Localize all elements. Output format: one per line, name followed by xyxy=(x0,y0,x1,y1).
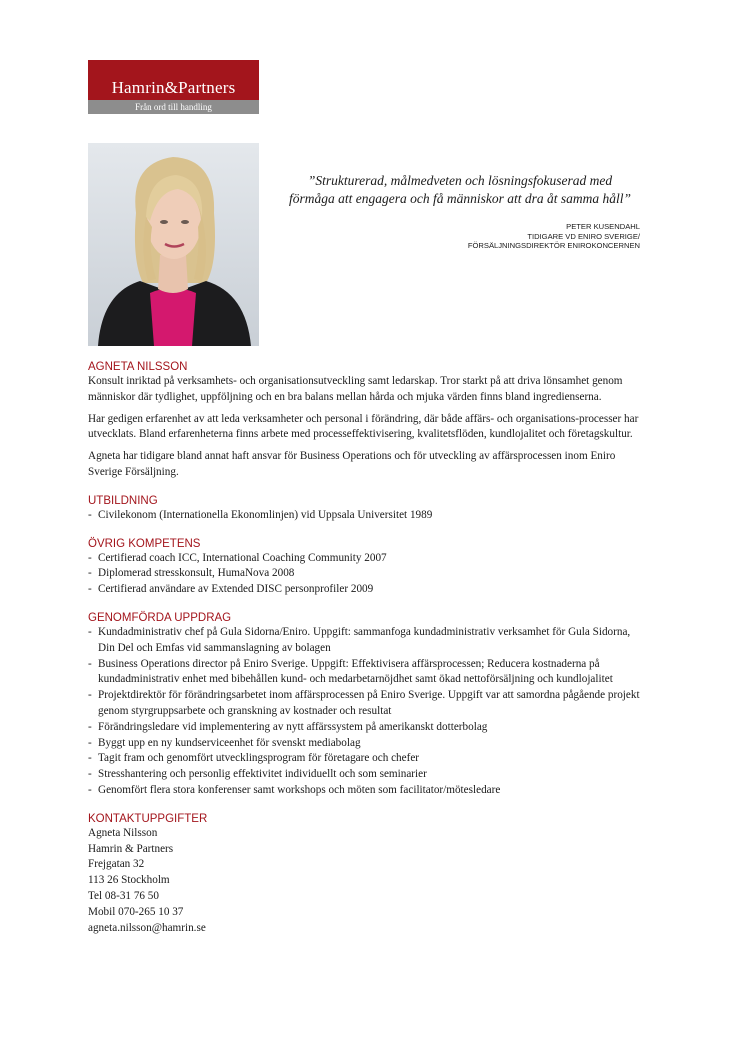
education-list xyxy=(88,508,648,524)
contact-name: Agneta Nilsson xyxy=(88,826,158,839)
testimonial-quote xyxy=(270,172,650,208)
attribution-name: PETER KUSENDAHL xyxy=(566,222,640,231)
education-section xyxy=(88,494,648,524)
contact-mobile: Mobil 070-265 10 37 xyxy=(88,905,184,918)
list-item: - Projektdirektör för förändringsarbetet inom affärsprocessen på Eniro Sverige. Uppgift var att samordna pågående projekt genom styrgruppsarbete och granskning av kostnader och resultat xyxy=(88,688,648,720)
logo-tagline: Från ord till handling xyxy=(88,100,259,114)
contact-section xyxy=(88,812,648,937)
contact-phone: Tel 08-31 76 50 xyxy=(88,889,159,902)
quote-line: förmåga att engagera och få människor att dra åt samma håll” xyxy=(288,191,631,206)
profile-paragraph: Har gedigen erfarenhet av att leda verksamheter och personal i förändring, där både affärs- och organisations-processer har utvecklats. Bland erfarenheterna finns arbete med processeffektivisering, kvalitetsflöden, kundlojalitet och företagskultur. xyxy=(88,412,639,441)
quote-line: ”Strukturerad, målmedveten och lösningsfokuserad med xyxy=(307,173,613,188)
education-heading: UTBILDNING xyxy=(88,494,158,507)
list-item: - Kundadministrativ chef på Gula Sidorna/Eniro. Uppgift: sammanfoga kundadministrativ verksamhet för Gula Sidorna, Din Del och Emfas vid sammanslagning av bolagen xyxy=(88,625,648,657)
attribution-role: TIDIGARE VD ENIRO SVERIGE/ xyxy=(527,231,640,241)
competence-heading: ÖVRIG KOMPETENS xyxy=(88,537,201,550)
contact-street: Frejgatan 32 xyxy=(88,858,145,871)
list-item: - Byggt upp en ny kundserviceenhet för svenskt mediabolag xyxy=(88,736,648,752)
portrait-photo xyxy=(88,143,259,346)
list-item: - Certifierad coach ICC, International Coaching Community 2007 xyxy=(88,551,648,567)
logo-name: Hamrin&Partners xyxy=(88,60,259,100)
list-item: - Business Operations director på Eniro Sverige. Uppgift: Effektivisera affärsprocessen; Reducera kostnaderna på kundadministrativ enhet med bibehållen kund- och medarbetarnöjdhet samt ökad nettoförsäljning och kundlojalitet xyxy=(88,657,648,689)
list-item: - Genomfört flera stora konferenser samt workshops och möten som facilitator/mötesledare xyxy=(88,783,648,799)
contact-email: agneta.nilsson@hamrin.se xyxy=(88,921,206,934)
list-item: - Civilekonom (Internationella Ekonomlinjen) vid Uppsala Universitet 1989 xyxy=(88,508,648,524)
profile-paragraph: Konsult inriktad på verksamhets- och organisationsutveckling samt ledarskap. Tror starkt på att driva lönsamhet genom människor där tydlighet, uppföljning och en bra balans mellan hårda och mjuka värden finns bland ingredienserna. xyxy=(88,375,623,403)
list-item: - Diplomerad stresskonsult, HumaNova 2008 xyxy=(88,566,648,582)
list-item: - Certifierad användare av Extended DISC personprofiler 2009 xyxy=(88,582,648,598)
assignments-heading: GENOMFÖRDA UPPDRAG xyxy=(88,611,232,624)
list-item: - Stresshantering och personlig effektivitet individuellt och som seminarier xyxy=(88,767,648,783)
cv-content xyxy=(88,360,648,936)
company-logo xyxy=(88,60,259,114)
assignments-list xyxy=(88,625,648,799)
contact-heading: KONTAKTUPPGIFTER xyxy=(88,812,208,825)
quote-attribution xyxy=(468,222,640,251)
profile-paragraph: Agneta har tidigare bland annat haft ansvar för Business Operations och för utveckling av affärsprocessen inom Eniro Sverige Försäljning. xyxy=(88,450,616,478)
assignments-section xyxy=(88,611,648,799)
contact-company: Hamrin & Partners xyxy=(88,842,174,855)
competence-list xyxy=(88,551,648,598)
competence-section xyxy=(88,537,648,598)
profile-section xyxy=(88,360,648,481)
list-item: - Förändringsledare vid implementering av nytt affärssystem på amerikanskt dotterbolag xyxy=(88,720,648,736)
attribution-role: FÖRSÄLJNINGSDIREKTÖR ENIROKONCERNEN xyxy=(467,241,640,250)
list-item: - Tagit fram och genomfört utvecklingsprogram för företagare och chefer xyxy=(88,751,648,767)
contact-city: 113 26 Stockholm xyxy=(88,874,170,887)
profile-heading: AGNETA NILSSON xyxy=(88,361,188,373)
